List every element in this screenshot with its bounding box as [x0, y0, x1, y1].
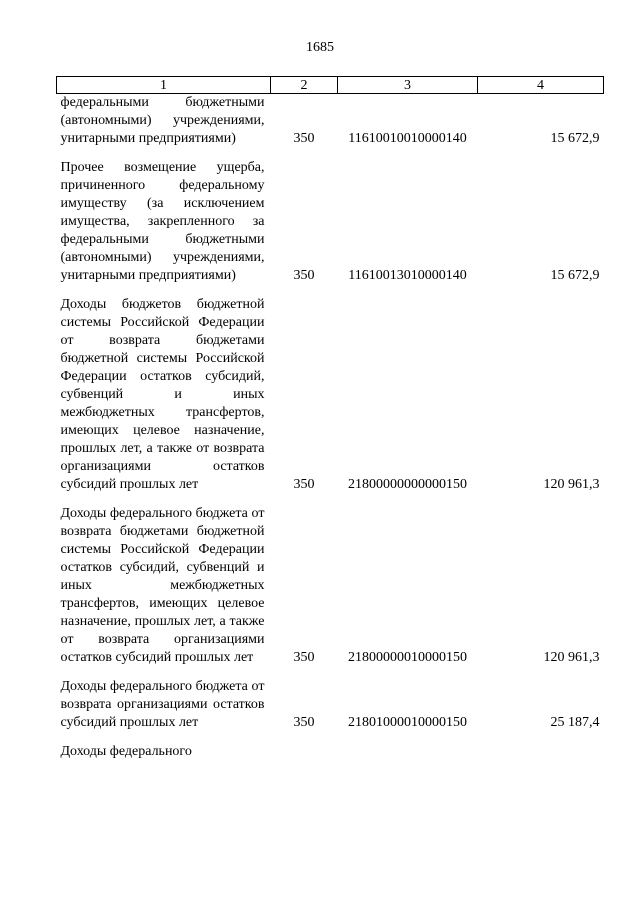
- row-name: Доходы федерального бюджета от возврата бюджетами бюджетной системы Российской Федерации остатков субсидий, субвенций и иных межбюджетных трансфертов, имеющих целевое назначение, прошлых лет, а также от возврата организациями остатков субсидий прошлых лет: [60, 506, 265, 665]
- table-row: [57, 296, 604, 494]
- header-col-2: 2: [271, 77, 338, 94]
- header-col-3: 3: [338, 77, 478, 94]
- table-row: [57, 505, 604, 667]
- table-row: [57, 94, 604, 149]
- header-col-4: 4: [478, 77, 604, 94]
- row-col2: 350: [293, 715, 315, 730]
- header-row: [57, 77, 604, 94]
- row-code: [338, 743, 478, 761]
- budget-table: [56, 76, 604, 761]
- row-value: 15 672,9: [550, 268, 600, 283]
- row-name: Доходы федерального бюджета от возврата организациями остатков субсидий прошлых лет: [60, 679, 265, 730]
- row-value: 15 672,9: [550, 131, 600, 146]
- table-row: [57, 678, 604, 732]
- row-value: 25 187,4: [550, 715, 600, 730]
- table-row: [57, 159, 604, 285]
- row-value: 120 961,3: [543, 650, 600, 665]
- row-col2: [271, 743, 338, 761]
- row-col2: 350: [293, 131, 315, 146]
- row-code: 21800000010000150: [348, 650, 467, 665]
- row-code: 21800000000000150: [348, 477, 467, 492]
- row-value: [478, 743, 604, 761]
- row-code: 11610010010000140: [348, 131, 467, 146]
- header-col-1: 1: [57, 77, 271, 94]
- row-col2: 350: [293, 268, 315, 283]
- page-number: 1685: [306, 40, 334, 55]
- row-name: Доходы бюджетов бюджетной системы Российской Федерации от возврата бюджетами бюджетной системы Российской Федерации остатков субсидий, субвенций и иных межбюджетных трансфертов, имеющих целевое назначение, прошлых лет, а также от возврата организациями остатков субсидий прошлых лет: [60, 297, 265, 492]
- row-name: Доходы федерального: [60, 744, 192, 759]
- row-code: 21801000010000150: [348, 715, 467, 730]
- row-col2: 350: [293, 477, 315, 492]
- row-col2: 350: [293, 650, 315, 665]
- row-value: 120 961,3: [543, 477, 600, 492]
- row-name: Прочее возмещение ущерба, причиненного федеральному имуществу (за исключением имущества, закрепленного за федеральными бюджетными (автономными) учреждениями, унитарными предприятиями): [60, 160, 265, 283]
- row-name: федеральными бюджетными (автономными) учреждениями, унитарными предприятиями): [60, 95, 265, 146]
- table-row: [57, 743, 604, 761]
- row-code: 11610013010000140: [348, 268, 467, 283]
